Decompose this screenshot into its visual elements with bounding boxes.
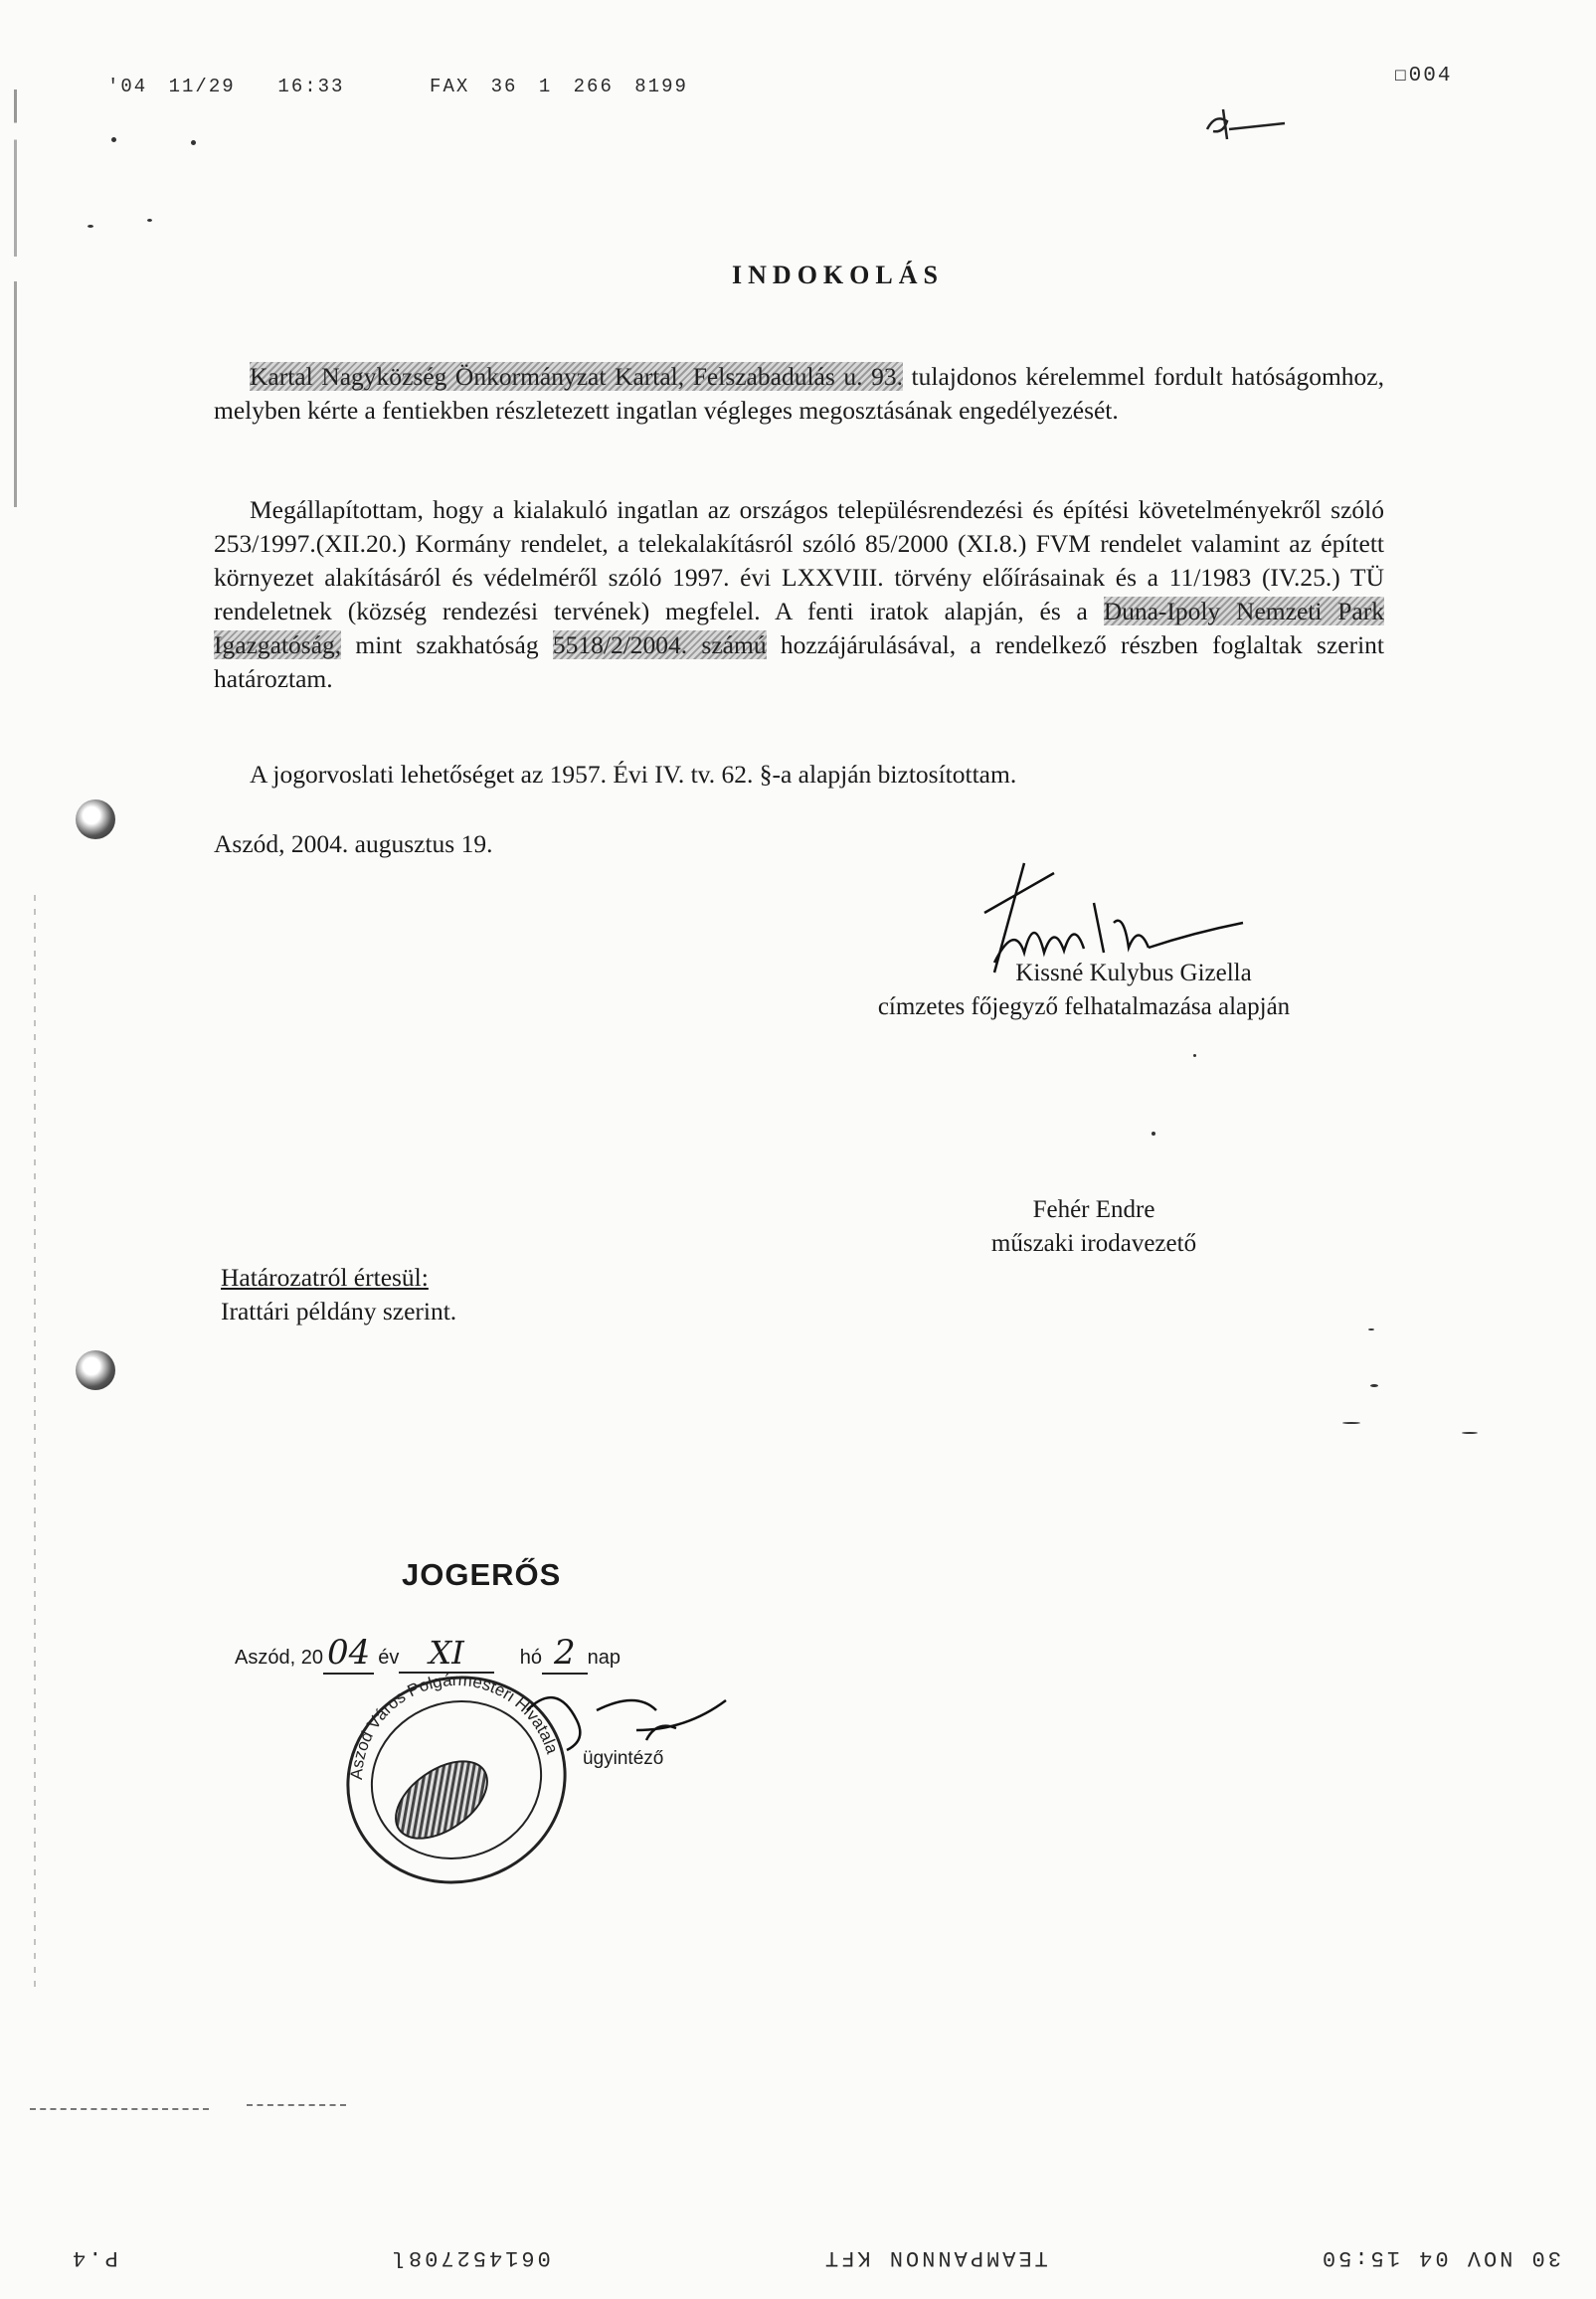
signatory-role: címzetes főjegyző felhatalmazása alapján xyxy=(877,993,1291,1020)
stamp-month: XI xyxy=(399,1634,493,1674)
fax-header: '04 11/29 16:33 FAX 36 1 266 8199 xyxy=(107,76,688,97)
cosignatory-block xyxy=(935,1193,1253,1261)
notification-heading: Határozatról értesül: xyxy=(221,1263,429,1292)
scan-speck xyxy=(1368,1328,1374,1330)
fax-noise-line xyxy=(247,2104,346,2106)
paragraph-text: mint szakhatóság xyxy=(341,630,553,659)
fax-noise-line xyxy=(30,2108,209,2110)
paragraph-findings xyxy=(214,493,1384,696)
fax-page-number: ☐004 xyxy=(1394,65,1453,88)
notification-text: Irattári példány szerint. xyxy=(221,1297,457,1326)
redacted-authority: Duna-Ipoly Nemzeti Park Igazgatóság, xyxy=(214,597,1384,659)
stamp-day: 2 xyxy=(542,1633,588,1675)
handwritten-mark xyxy=(1193,99,1293,149)
scan-speck xyxy=(1342,1422,1360,1424)
stamp-day-label: hó xyxy=(519,1647,543,1669)
notification-block xyxy=(221,1261,456,1328)
document-title: INDOKOLÁS xyxy=(732,261,944,289)
fax-footer-page: P.4 xyxy=(70,2245,118,2270)
punch-hole xyxy=(76,1350,115,1390)
stamp-month-sep: év xyxy=(378,1647,400,1669)
left-edge-mark xyxy=(14,89,17,507)
scan-speck xyxy=(1370,1384,1378,1387)
paragraph-legal-remedy: A jogorvoslati lehetőséget az 1957. Évi IV. tv. 62. §-a alapján biztosítottam. xyxy=(250,760,1017,789)
scan-speck xyxy=(1193,1054,1196,1057)
signatory-block xyxy=(815,957,1352,1024)
place-date: Aszód, 2004. augusztus 19. xyxy=(214,829,493,858)
scan-speck xyxy=(111,137,116,142)
scan-speck xyxy=(147,219,152,222)
left-edge-mark xyxy=(34,895,36,1989)
fax-footer-datetime: 30 NOV 04 15:50 xyxy=(1319,2245,1561,2270)
punch-hole xyxy=(76,799,115,839)
fax-footer-phone: 061452708l xyxy=(389,2245,551,2270)
scan-speck xyxy=(1462,1432,1478,1434)
stamp-prefix: Aszód, 20 xyxy=(235,1647,323,1669)
paragraph-text: Megállapítottam, hogy a kialakuló ingatlan az országos településrendezési és építési követelményekről szóló 253/1997.(XII.20.) Kormány rendelet, a telekalakításról szóló 85/2000 (XI.8.) FVM rendelet valamint az épített környezet alakításáról és védelméről szóló 1997. évi LXXVIII. törvény előírásainak és a 11/1983 (IV.25.) TÜ rendeletnek (község rendezési tervének) megfelel. A fenti iratok alapján, és a xyxy=(214,495,1384,625)
scan-speck xyxy=(1152,1132,1155,1136)
stamp-title: JOGERŐS xyxy=(402,1557,562,1592)
scan-speck xyxy=(191,140,196,145)
cosignatory-role: műszaki irodavezető xyxy=(990,1230,1197,1257)
paragraph-application xyxy=(214,360,1384,428)
stamp-role: ügyintéző xyxy=(583,1748,664,1769)
redacted-applicant: Kartal Nagyközség Önkormányzat Kartal, Felszabadulás u. 93. xyxy=(250,362,903,391)
paragraph-text: hozzájárulásával, a rendelkező részben foglaltak szerint határoztam. xyxy=(214,630,1384,693)
stamp-year: 04 xyxy=(323,1633,374,1675)
redacted-reference: 5518/2/2004. számú xyxy=(552,630,767,659)
cosignatory-name: Fehér Endre xyxy=(1032,1196,1155,1223)
seal-text: Aszód Város Polgármesteri Hivatala xyxy=(346,1670,562,1781)
fax-footer-company: TEAMPANNON KFT xyxy=(821,2245,1048,2270)
stamp-day-suffix: nap xyxy=(587,1647,621,1669)
fax-footer xyxy=(70,2245,1561,2270)
paragraph-text: tulajdonos kérelemmel fordult hatóságomhoz, melyben kérte a fentiekben részletezett ingatlan végleges megosztásának engedélyezését. xyxy=(214,362,1384,425)
scan-speck xyxy=(88,225,93,228)
signatory-name: Kissné Kulybus Gizella xyxy=(1015,960,1252,986)
